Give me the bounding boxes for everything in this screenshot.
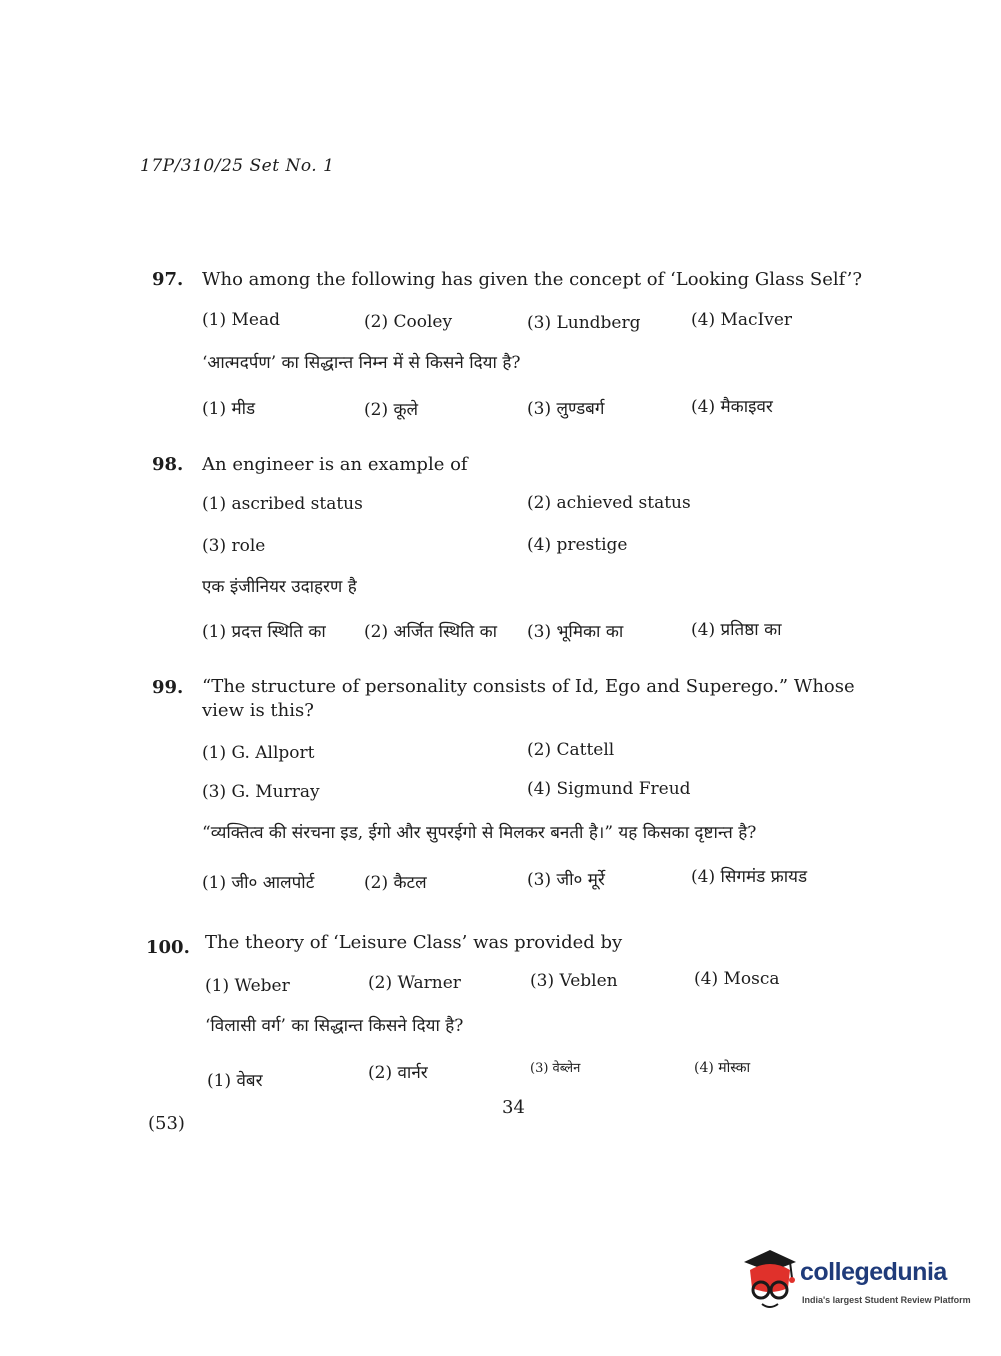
option-4-hindi: (4) सिगमंड फ्रायड bbox=[691, 867, 808, 887]
option-4-hindi: (4) प्रतिष्ठा का bbox=[691, 620, 782, 640]
question-text: The theory of ‘Leisure Class’ was provided by bbox=[205, 932, 623, 953]
option-3: (3) Lundberg bbox=[527, 313, 641, 333]
option-3-hindi: (3) भूमिका का bbox=[527, 622, 624, 642]
question-number: 97. bbox=[152, 269, 184, 290]
option-2: (2) Cooley bbox=[364, 312, 453, 332]
option-1: (1) ascribed status bbox=[202, 494, 363, 514]
option-4-hindi: (4) मोस्का bbox=[694, 1060, 751, 1076]
option-4: (4) prestige bbox=[527, 535, 628, 555]
question-number: 100. bbox=[146, 937, 190, 958]
question-text: “The structure of personality consists of Id, Ego and Superego.” Whose view is this? bbox=[202, 676, 855, 721]
option-4: (4) Mosca bbox=[694, 969, 780, 989]
logo-brand: collegedunia bbox=[800, 1258, 947, 1286]
option-3: (3) Veblen bbox=[530, 971, 618, 991]
option-3: (3) role bbox=[202, 536, 266, 556]
option-1: (1) Weber bbox=[205, 976, 290, 996]
question-text-hindi: ‘आत्मदर्पण’ का सिद्धान्त निम्न में से किसने दिया है? bbox=[202, 353, 521, 373]
mascot-icon bbox=[740, 1248, 798, 1312]
collegedunia-logo bbox=[740, 1248, 980, 1318]
option-3-hindi: (3) लुण्डबर्ग bbox=[527, 399, 605, 419]
page-number: 34 bbox=[502, 1097, 525, 1118]
option-1-hindi: (1) वेबर bbox=[207, 1071, 263, 1091]
option-1-hindi: (1) जी० आलपोर्ट bbox=[202, 873, 315, 893]
option-1-hindi: (1) प्रदत्त स्थिति का bbox=[202, 622, 326, 642]
option-3-hindi: (3) वेब्लेन bbox=[530, 1061, 581, 1076]
option-4: (4) MacIver bbox=[691, 310, 793, 330]
question-text-hindi: ‘विलासी वर्ग’ का सिद्धान्त किसने दिया है? bbox=[205, 1016, 464, 1036]
option-4-hindi: (4) मैकाइवर bbox=[691, 397, 773, 417]
option-2: (2) achieved status bbox=[527, 493, 691, 513]
option-1: (1) Mead bbox=[202, 310, 280, 330]
option-2: (2) Warner bbox=[368, 973, 461, 993]
option-2-hindi: (2) अर्जित स्थिति का bbox=[364, 622, 498, 642]
question-text: An engineer is an example of bbox=[202, 454, 468, 475]
page-code: (53) bbox=[148, 1113, 185, 1134]
option-2: (2) Cattell bbox=[527, 740, 615, 760]
question-number: 98. bbox=[152, 454, 184, 475]
exam-set-header: 17P/310/25 Set No. 1 bbox=[140, 156, 335, 176]
option-2-hindi: (2) कूले bbox=[364, 400, 419, 420]
option-1: (1) G. Allport bbox=[202, 743, 315, 763]
question-number: 99. bbox=[152, 677, 184, 698]
option-4: (4) Sigmund Freud bbox=[527, 779, 691, 799]
option-2-hindi: (2) कैटल bbox=[364, 873, 427, 893]
option-3-hindi: (3) जी० मूर्रे bbox=[527, 870, 605, 890]
question-text-hindi: एक इंजीनियर उदाहरण है bbox=[202, 577, 357, 597]
question-text-hindi: “व्यक्तित्व की संरचना इड, ईगो और सुपरईगो से मिलकर बनती है।” यह किसका दृष्टान्त है? bbox=[202, 823, 757, 843]
option-1-hindi: (1) मीड bbox=[202, 399, 256, 419]
logo-tagline: India's largest Student Review Platform bbox=[802, 1295, 971, 1305]
option-3: (3) G. Murray bbox=[202, 782, 320, 802]
option-2-hindi: (2) वार्नर bbox=[368, 1063, 428, 1083]
question-text: Who among the following has given the concept of ‘Looking Glass Self’? bbox=[202, 269, 863, 290]
